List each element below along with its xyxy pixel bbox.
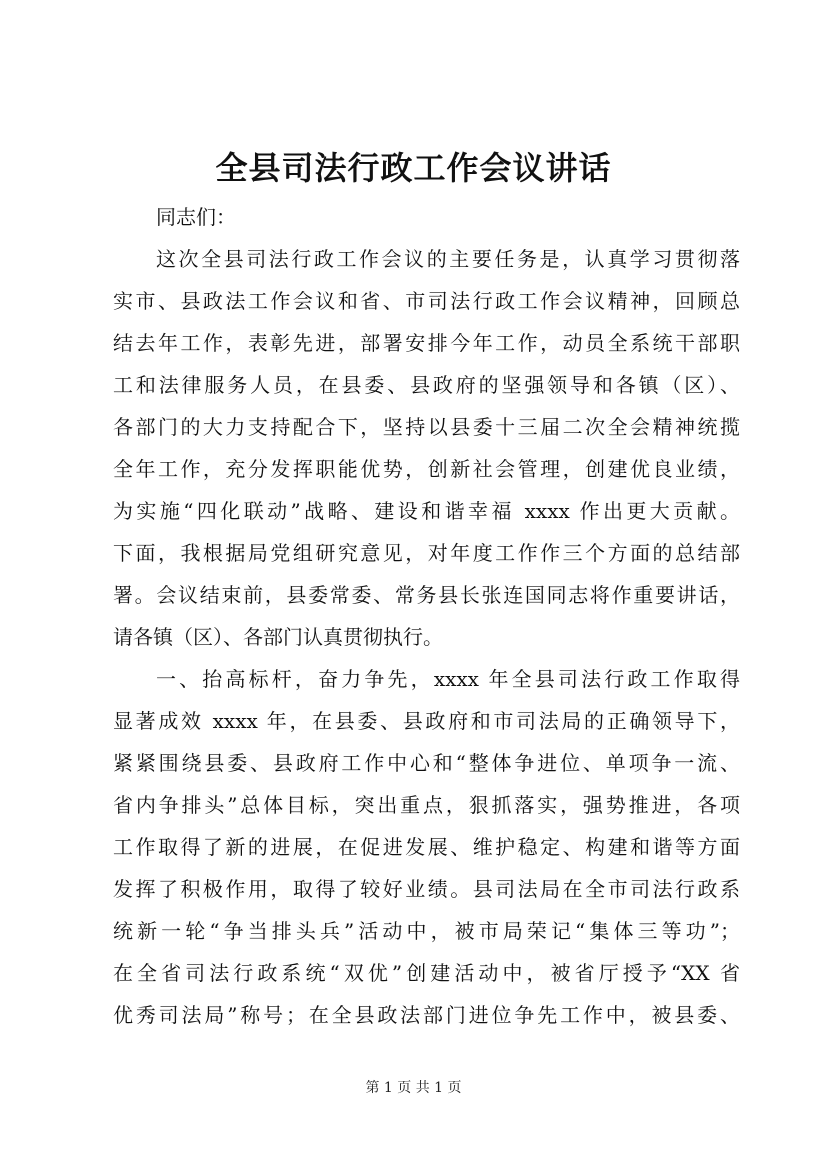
body-line: 全年工作，充分发挥职能优势，创新社会管理，创建优良业绩， <box>113 457 740 481</box>
document-body <box>113 196 740 1036</box>
body-line: 各部门的大力支持配合下，坚持以县委十三届二次全会精神统揽 <box>113 415 740 439</box>
body-line: 这次全县司法行政工作会议的主要任务是，认真学习贯彻落 <box>156 247 740 271</box>
body-line: 紧紧围绕县委、县政府工作中心和“整体争进位、单项争一流、 <box>113 751 740 775</box>
body-line: 发挥了积极作用，取得了较好业绩。县司法局在全市司法行政系 <box>113 877 740 901</box>
page-number-footer: 第 1 页 共 1 页 <box>365 1080 462 1096</box>
body-line: 下面，我根据局党组研究意见，对年度工作作三个方面的总结部 <box>113 541 740 565</box>
body-line: 工和法律服务人员，在县委、县政府的坚强领导和各镇（区）、 <box>113 373 740 397</box>
body-line: 结去年工作，表彰先进，部署安排今年工作，动员全系统干部职 <box>113 331 740 355</box>
body-line: 工作取得了新的进展，在促进发展、维护稳定、构建和谐等方面 <box>113 835 740 859</box>
document-title: 全县司法行政工作会议讲话 <box>215 149 612 187</box>
body-line: 请各镇（区）、各部门认真贯彻执行。 <box>113 625 443 649</box>
body-line: 显著成效 xxxx 年，在县委、县政府和市司法局的正确领导下， <box>113 709 740 733</box>
body-line: 实市、县政法工作会议和省、市司法行政工作会议精神，回顾总 <box>113 289 740 313</box>
body-line: 为实施“四化联动”战略、建设和谐幸福 xxxx 作出更大贡献。 <box>113 499 740 523</box>
body-line: 统新一轮“争当排头兵”活动中，被市局荣记“集体三等功”； <box>113 919 740 943</box>
section-heading-line: 一、抬高标杆，奋力争先，xxxx 年全县司法行政工作取得 <box>156 667 740 691</box>
body-line: 优秀司法局”称号；在全县政法部门进位争先工作中，被县委、 <box>113 1003 740 1027</box>
body-line: 省内争排头”总体目标，突出重点，狠抓落实，强势推进，各项 <box>113 793 740 817</box>
body-line: 在全省司法行政系统“双优”创建活动中，被省厅授予“XX 省 <box>113 961 740 985</box>
salutation-line: 同志们： <box>156 205 236 229</box>
body-line: 署。会议结束前，县委常委、常务县长张连国同志将作重要讲话， <box>113 583 740 607</box>
